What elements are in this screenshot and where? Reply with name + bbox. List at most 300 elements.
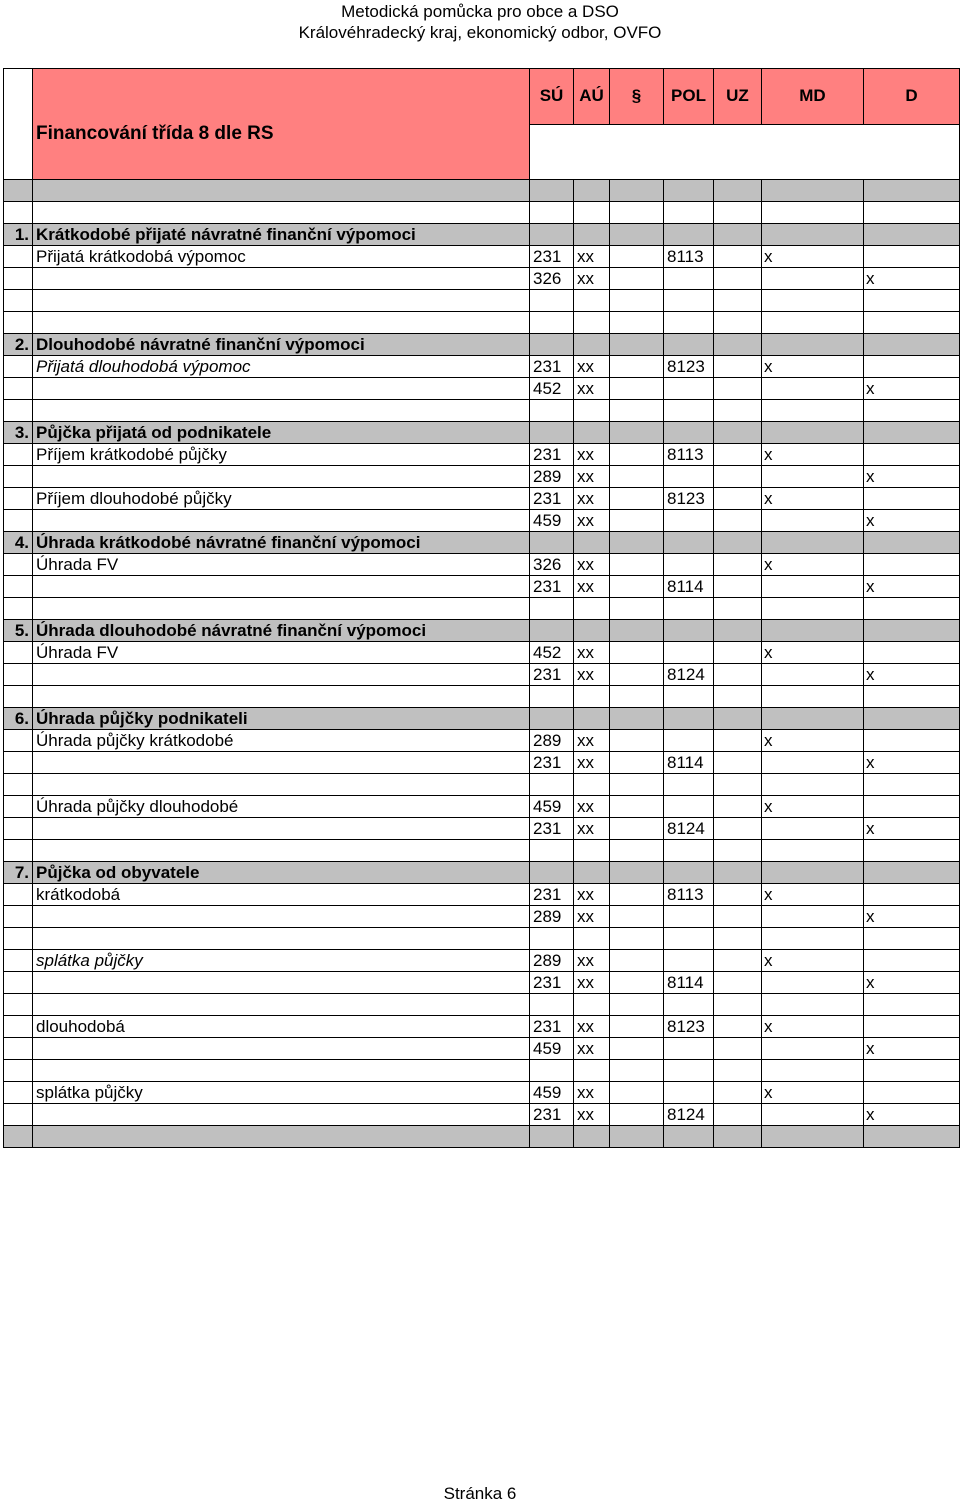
paragraph-cell: [610, 246, 664, 268]
row-number-cell: [4, 378, 33, 400]
table-header-row: [4, 69, 960, 125]
su-cell: 231: [530, 488, 574, 510]
empty-cell: [530, 1126, 574, 1148]
table-row: [4, 488, 960, 510]
row-number-cell: [4, 554, 33, 576]
header-blank-cell: [530, 124, 960, 180]
row-number-cell: [4, 730, 33, 752]
pol-cell: [664, 950, 714, 972]
row-number-cell: [4, 642, 33, 664]
section-heading-row: [4, 422, 960, 444]
empty-cell: [574, 686, 610, 708]
pol-cell: [664, 268, 714, 290]
empty-cell: [4, 840, 33, 862]
paragraph-cell: [610, 444, 664, 466]
au-cell: xx: [574, 554, 610, 576]
empty-cell: [4, 994, 33, 1016]
empty-cell: [864, 598, 960, 620]
au-cell: xx: [574, 1082, 610, 1104]
empty-cell: [33, 400, 530, 422]
au-cell: xx: [574, 642, 610, 664]
blank-row: [4, 994, 960, 1016]
pol-cell: [664, 378, 714, 400]
uz-cell: [714, 510, 762, 532]
au-cell: xx: [574, 752, 610, 774]
empty-cell: [762, 180, 864, 202]
empty-cell: [664, 202, 714, 224]
md-cell: [762, 268, 864, 290]
empty-cell: [610, 422, 664, 444]
uz-cell: [714, 752, 762, 774]
empty-cell: [530, 774, 574, 796]
section-title: Dlouhodobé návratné finanční výpomoci: [33, 334, 530, 356]
row-label: [33, 1104, 530, 1126]
empty-cell: [530, 180, 574, 202]
empty-cell: [4, 202, 33, 224]
empty-cell: [610, 400, 664, 422]
empty-cell: [714, 708, 762, 730]
d-cell: [864, 554, 960, 576]
table-row: [4, 246, 960, 268]
empty-cell: [610, 994, 664, 1016]
row-label: Úhrada půjčky krátkodobé: [33, 730, 530, 752]
paragraph-cell: [610, 796, 664, 818]
md-cell: x: [762, 796, 864, 818]
uz-cell: [714, 884, 762, 906]
empty-cell: [574, 202, 610, 224]
blank-row: [4, 840, 960, 862]
uz-cell: [714, 1016, 762, 1038]
blank-row: [4, 202, 960, 224]
empty-cell: [762, 532, 864, 554]
empty-cell: [33, 290, 530, 312]
empty-cell: [4, 400, 33, 422]
uz-cell: [714, 444, 762, 466]
pol-cell: 8114: [664, 752, 714, 774]
empty-cell: [530, 422, 574, 444]
empty-cell: [664, 994, 714, 1016]
row-number-cell: [4, 752, 33, 774]
blank-row: [4, 290, 960, 312]
row-label: Příjem dlouhodobé půjčky: [33, 488, 530, 510]
section-number: 7.: [4, 862, 33, 884]
pol-cell: 8113: [664, 246, 714, 268]
empty-cell: [4, 774, 33, 796]
table-row: [4, 664, 960, 686]
table-title: Financování třída 8 dle RS: [33, 69, 530, 180]
row-label: [33, 818, 530, 840]
row-label: Úhrada půjčky dlouhodobé: [33, 796, 530, 818]
empty-cell: [574, 400, 610, 422]
md-cell: x: [762, 554, 864, 576]
d-cell: [864, 356, 960, 378]
empty-cell: [714, 290, 762, 312]
empty-cell: [864, 334, 960, 356]
uz-cell: [714, 356, 762, 378]
row-number-cell: [4, 972, 33, 994]
empty-cell: [864, 290, 960, 312]
empty-cell: [664, 862, 714, 884]
empty-cell: [714, 180, 762, 202]
au-cell: xx: [574, 972, 610, 994]
au-cell: xx: [574, 356, 610, 378]
section-title: Úhrada půjčky podnikateli: [33, 708, 530, 730]
su-cell: 231: [530, 972, 574, 994]
financing-table: [3, 68, 960, 1148]
d-cell: x: [864, 818, 960, 840]
row-label: splátka půjčky: [33, 1082, 530, 1104]
su-cell: 289: [530, 906, 574, 928]
empty-cell: [574, 334, 610, 356]
pol-cell: 8113: [664, 444, 714, 466]
d-cell: x: [864, 664, 960, 686]
empty-cell: [664, 686, 714, 708]
empty-cell: [664, 224, 714, 246]
empty-cell: [762, 422, 864, 444]
empty-cell: [530, 598, 574, 620]
empty-cell: [33, 840, 530, 862]
empty-cell: [762, 994, 864, 1016]
su-cell: 231: [530, 664, 574, 686]
empty-cell: [664, 840, 714, 862]
paragraph-cell: [610, 466, 664, 488]
empty-cell: [714, 928, 762, 950]
blank-row: [4, 774, 960, 796]
blank-row: [4, 1060, 960, 1082]
d-cell: [864, 950, 960, 972]
row-label: [33, 378, 530, 400]
table-row: [4, 554, 960, 576]
table-row: [4, 950, 960, 972]
su-cell: 459: [530, 796, 574, 818]
su-cell: 231: [530, 356, 574, 378]
au-cell: xx: [574, 906, 610, 928]
md-cell: x: [762, 950, 864, 972]
empty-cell: [714, 686, 762, 708]
au-cell: xx: [574, 444, 610, 466]
row-number-cell: [4, 510, 33, 532]
uz-cell: [714, 950, 762, 972]
empty-cell: [574, 532, 610, 554]
empty-cell: [762, 708, 864, 730]
empty-cell: [762, 598, 864, 620]
d-cell: [864, 796, 960, 818]
row-label: krátkodobá: [33, 884, 530, 906]
au-cell: xx: [574, 818, 610, 840]
md-cell: [762, 818, 864, 840]
row-number-cell: [4, 1016, 33, 1038]
section-heading-row: [4, 334, 960, 356]
au-cell: xx: [574, 576, 610, 598]
au-cell: xx: [574, 664, 610, 686]
uz-cell: [714, 818, 762, 840]
au-cell: xx: [574, 488, 610, 510]
empty-cell: [530, 1060, 574, 1082]
empty-cell: [530, 312, 574, 334]
uz-cell: [714, 664, 762, 686]
page-number: Stránka 6: [443, 1484, 517, 1503]
row-label: Úhrada FV: [33, 642, 530, 664]
table-row: [4, 752, 960, 774]
empty-cell: [864, 422, 960, 444]
pol-cell: [664, 1082, 714, 1104]
empty-cell: [33, 686, 530, 708]
d-cell: x: [864, 1038, 960, 1060]
au-cell: xx: [574, 510, 610, 532]
pol-cell: [664, 906, 714, 928]
row-label: dlouhodobá: [33, 1016, 530, 1038]
d-cell: [864, 444, 960, 466]
paragraph-cell: [610, 642, 664, 664]
d-cell: [864, 884, 960, 906]
section-number: 1.: [4, 224, 33, 246]
empty-cell: [33, 994, 530, 1016]
empty-cell: [762, 686, 864, 708]
uz-cell: [714, 378, 762, 400]
table-row: [4, 510, 960, 532]
empty-cell: [714, 334, 762, 356]
empty-cell: [574, 994, 610, 1016]
uz-cell: [714, 1038, 762, 1060]
empty-cell: [664, 598, 714, 620]
md-cell: x: [762, 356, 864, 378]
column-header-paragraph: §: [610, 69, 664, 125]
row-label: [33, 906, 530, 928]
row-number-cell: [4, 246, 33, 268]
row-label: Příjem krátkodobé půjčky: [33, 444, 530, 466]
pol-cell: [664, 466, 714, 488]
empty-cell: [574, 422, 610, 444]
au-cell: xx: [574, 246, 610, 268]
su-cell: 289: [530, 950, 574, 972]
table-row: [4, 884, 960, 906]
empty-cell: [33, 1060, 530, 1082]
su-cell: 326: [530, 268, 574, 290]
empty-cell: [4, 312, 33, 334]
md-cell: [762, 576, 864, 598]
table-row: [4, 906, 960, 928]
column-header-au: AÚ: [574, 69, 610, 125]
empty-cell: [574, 774, 610, 796]
pol-cell: [664, 730, 714, 752]
empty-cell: [762, 290, 864, 312]
empty-cell: [864, 1060, 960, 1082]
empty-cell: [714, 994, 762, 1016]
au-cell: xx: [574, 884, 610, 906]
au-cell: xx: [574, 1016, 610, 1038]
document-header: [0, 0, 960, 43]
su-cell: 459: [530, 1082, 574, 1104]
uz-cell: [714, 268, 762, 290]
md-cell: [762, 972, 864, 994]
table-row: [4, 268, 960, 290]
empty-cell: [610, 774, 664, 796]
row-label: splátka půjčky: [33, 950, 530, 972]
row-number-cell: [4, 488, 33, 510]
empty-cell: [714, 400, 762, 422]
table-row: [4, 444, 960, 466]
empty-cell: [610, 312, 664, 334]
section-heading-row: [4, 224, 960, 246]
d-cell: x: [864, 378, 960, 400]
row-label: [33, 664, 530, 686]
paragraph-cell: [610, 730, 664, 752]
row-label: [33, 752, 530, 774]
empty-cell: [574, 928, 610, 950]
row-number-cell: [4, 576, 33, 598]
section-title: Půjčka od obyvatele: [33, 862, 530, 884]
su-cell: 231: [530, 246, 574, 268]
md-cell: [762, 1038, 864, 1060]
section-heading-row: [4, 862, 960, 884]
empty-cell: [610, 862, 664, 884]
su-cell: 289: [530, 466, 574, 488]
row-label: Přijatá dlouhodobá výpomoc: [33, 356, 530, 378]
empty-cell: [664, 400, 714, 422]
empty-cell: [610, 840, 664, 862]
empty-cell: [714, 840, 762, 862]
row-number-cell: [4, 906, 33, 928]
empty-cell: [864, 774, 960, 796]
empty-cell: [610, 1126, 664, 1148]
empty-cell: [530, 994, 574, 1016]
pol-cell: [664, 1038, 714, 1060]
empty-cell: [574, 312, 610, 334]
su-cell: 231: [530, 818, 574, 840]
grey-separator-row: [4, 180, 960, 202]
paragraph-cell: [610, 906, 664, 928]
empty-cell: [714, 620, 762, 642]
blank-row: [4, 598, 960, 620]
blank-row: [4, 400, 960, 422]
empty-cell: [864, 532, 960, 554]
empty-cell: [4, 180, 33, 202]
row-label: [33, 268, 530, 290]
empty-cell: [574, 862, 610, 884]
section-number: 3.: [4, 422, 33, 444]
blank-row: [4, 928, 960, 950]
empty-cell: [530, 202, 574, 224]
column-header-md: MD: [762, 69, 864, 125]
empty-cell: [762, 312, 864, 334]
md-cell: x: [762, 1016, 864, 1038]
md-cell: [762, 664, 864, 686]
empty-cell: [664, 1126, 714, 1148]
empty-cell: [530, 708, 574, 730]
pol-cell: 8124: [664, 1104, 714, 1126]
paragraph-cell: [610, 1016, 664, 1038]
empty-cell: [864, 620, 960, 642]
table-row: [4, 378, 960, 400]
empty-cell: [530, 620, 574, 642]
md-cell: x: [762, 488, 864, 510]
au-cell: xx: [574, 1104, 610, 1126]
au-cell: xx: [574, 466, 610, 488]
paragraph-cell: [610, 554, 664, 576]
column-header-uz: UZ: [714, 69, 762, 125]
empty-cell: [864, 202, 960, 224]
d-cell: [864, 1082, 960, 1104]
su-cell: 326: [530, 554, 574, 576]
empty-cell: [762, 334, 864, 356]
section-number: 6.: [4, 708, 33, 730]
uz-cell: [714, 906, 762, 928]
su-cell: 231: [530, 884, 574, 906]
empty-cell: [714, 312, 762, 334]
uz-cell: [714, 554, 762, 576]
empty-cell: [574, 708, 610, 730]
row-number-cell: [4, 1104, 33, 1126]
au-cell: xx: [574, 730, 610, 752]
pol-cell: 8124: [664, 818, 714, 840]
empty-cell: [714, 1126, 762, 1148]
empty-cell: [574, 180, 610, 202]
empty-cell: [664, 774, 714, 796]
empty-cell: [610, 1060, 664, 1082]
table-row: [4, 466, 960, 488]
empty-cell: [574, 840, 610, 862]
pol-cell: [664, 554, 714, 576]
su-cell: 452: [530, 378, 574, 400]
d-cell: x: [864, 906, 960, 928]
empty-cell: [664, 928, 714, 950]
empty-cell: [864, 994, 960, 1016]
empty-cell: [864, 686, 960, 708]
md-cell: x: [762, 730, 864, 752]
empty-cell: [762, 202, 864, 224]
paragraph-cell: [610, 818, 664, 840]
empty-cell: [664, 708, 714, 730]
d-cell: x: [864, 510, 960, 532]
empty-cell: [664, 620, 714, 642]
au-cell: xx: [574, 950, 610, 972]
md-cell: [762, 510, 864, 532]
paragraph-cell: [610, 1082, 664, 1104]
pol-cell: [664, 642, 714, 664]
uz-cell: [714, 246, 762, 268]
md-cell: x: [762, 246, 864, 268]
uz-cell: [714, 1082, 762, 1104]
empty-cell: [4, 686, 33, 708]
d-cell: x: [864, 268, 960, 290]
section-title: Úhrada dlouhodobé návratné finanční výpomoci: [33, 620, 530, 642]
empty-cell: [610, 686, 664, 708]
paragraph-cell: [610, 1038, 664, 1060]
empty-cell: [610, 928, 664, 950]
su-cell: 459: [530, 1038, 574, 1060]
su-cell: 289: [530, 730, 574, 752]
pol-cell: 8124: [664, 664, 714, 686]
empty-cell: [4, 598, 33, 620]
uz-cell: [714, 642, 762, 664]
empty-cell: [864, 224, 960, 246]
d-cell: [864, 642, 960, 664]
md-cell: x: [762, 444, 864, 466]
empty-cell: [714, 774, 762, 796]
table-row: [4, 1082, 960, 1104]
row-label: [33, 972, 530, 994]
md-cell: [762, 906, 864, 928]
table-row: [4, 356, 960, 378]
au-cell: xx: [574, 378, 610, 400]
blank-row: [4, 312, 960, 334]
empty-cell: [574, 1126, 610, 1148]
empty-cell: [664, 422, 714, 444]
su-cell: 452: [530, 642, 574, 664]
paragraph-cell: [610, 510, 664, 532]
pol-cell: 8123: [664, 488, 714, 510]
empty-cell: [33, 1126, 530, 1148]
